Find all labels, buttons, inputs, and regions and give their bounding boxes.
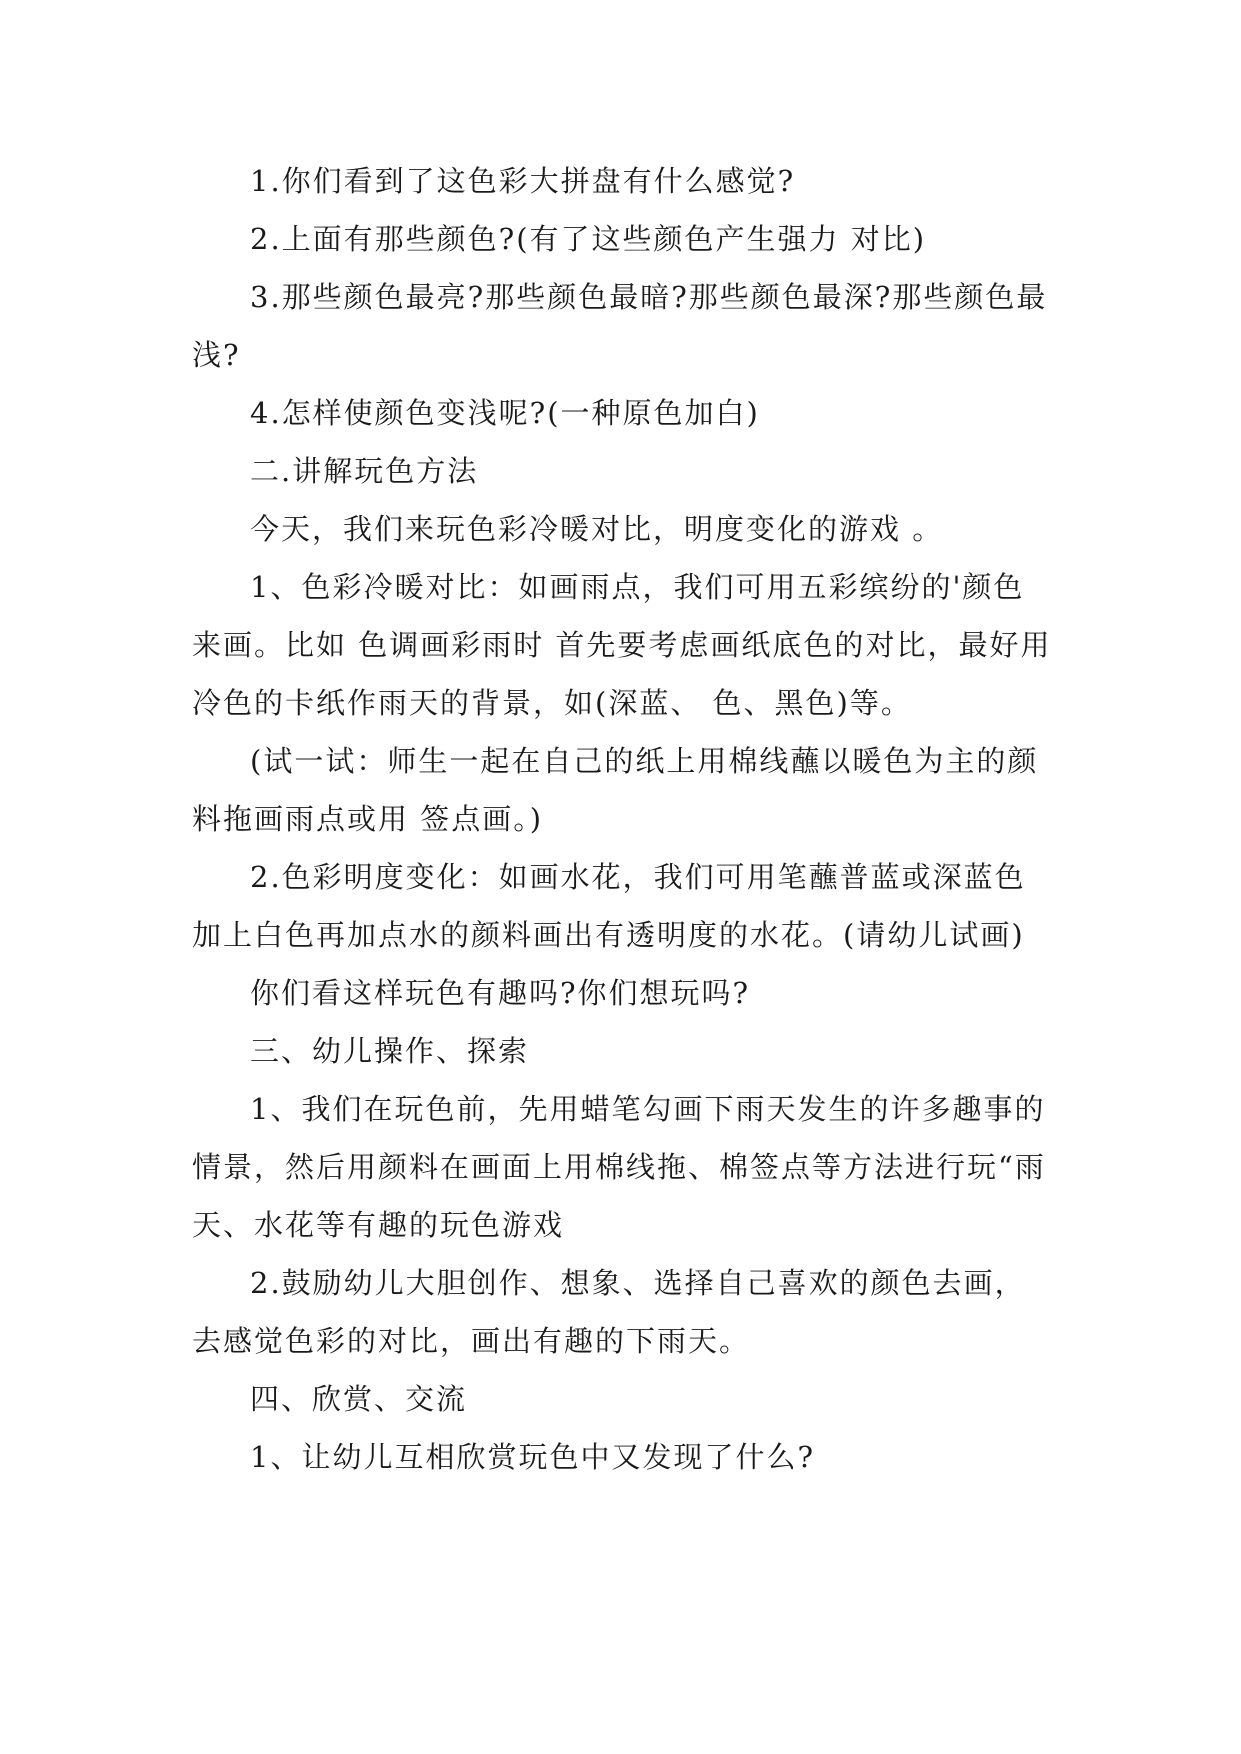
section-heading-4: 四、欣赏、交流	[250, 1382, 468, 1416]
paragraph-question-3: 3.那些颜色最亮?那些颜色最暗?那些颜色最深?那些颜色最浅?	[192, 280, 1048, 372]
paragraph-question-4: 4.怎样使颜色变浅呢?(一种原色加白)	[250, 396, 760, 430]
paragraph-question-fun: 你们看这样玩色有趣吗?你们想玩吗?	[250, 976, 751, 1010]
paragraph-intro: 今天，我们来玩色彩冷暖对比，明度变化的游戏 。	[250, 512, 944, 546]
paragraph-warm-cool-contrast: 1、色彩冷暖对比：如画雨点，我们可用五彩缤纷的'颜色来画。比如 色调画彩雨时 首先要考虑画纸底色的对比，最好用冷色的卡纸作雨天的背景，如(深蓝、 色、黑色)等。	[192, 570, 1052, 720]
paragraph-operation-1: 1、我们在玩色前，先用蜡笔勾画下雨天发生的许多趣事的情景，然后用颜料在画面上用棉线拖、棉签点等方法进行玩“雨天、水花等有趣的玩色游戏	[192, 1092, 1046, 1242]
paragraph-appreciation-1: 1、让幼儿互相欣赏玩色中又发现了什么?	[250, 1440, 815, 1474]
section-heading-3: 三、幼儿操作、探索	[250, 1034, 530, 1068]
paragraph-brightness-change: 2.色彩明度变化：如画水花，我们可用笔蘸普蓝或深蓝色加上白色再加点水的颜料画出有透明度的水花。(请幼儿试画)	[192, 860, 1026, 952]
document-body	[192, 152, 1052, 1486]
paragraph-try-it: (试一试：师生一起在自己的纸上用棉线蘸以暖色为主的颜料拖画雨点或用 签点画。)	[192, 744, 1039, 836]
paragraph-question-2: 2.上面有那些颜色?(有了这些颜色产生强力 对比)	[250, 222, 927, 256]
paragraph-question-1: 1.你们看到了这色彩大拼盘有什么感觉?	[250, 164, 796, 198]
section-heading-2: 二.讲解玩色方法	[250, 454, 479, 488]
paragraph-operation-2: 2.鼓励幼儿大胆创作、想象、选择自己喜欢的颜色去画，去感觉色彩的对比，画出有趣的下雨天。	[192, 1266, 1026, 1358]
